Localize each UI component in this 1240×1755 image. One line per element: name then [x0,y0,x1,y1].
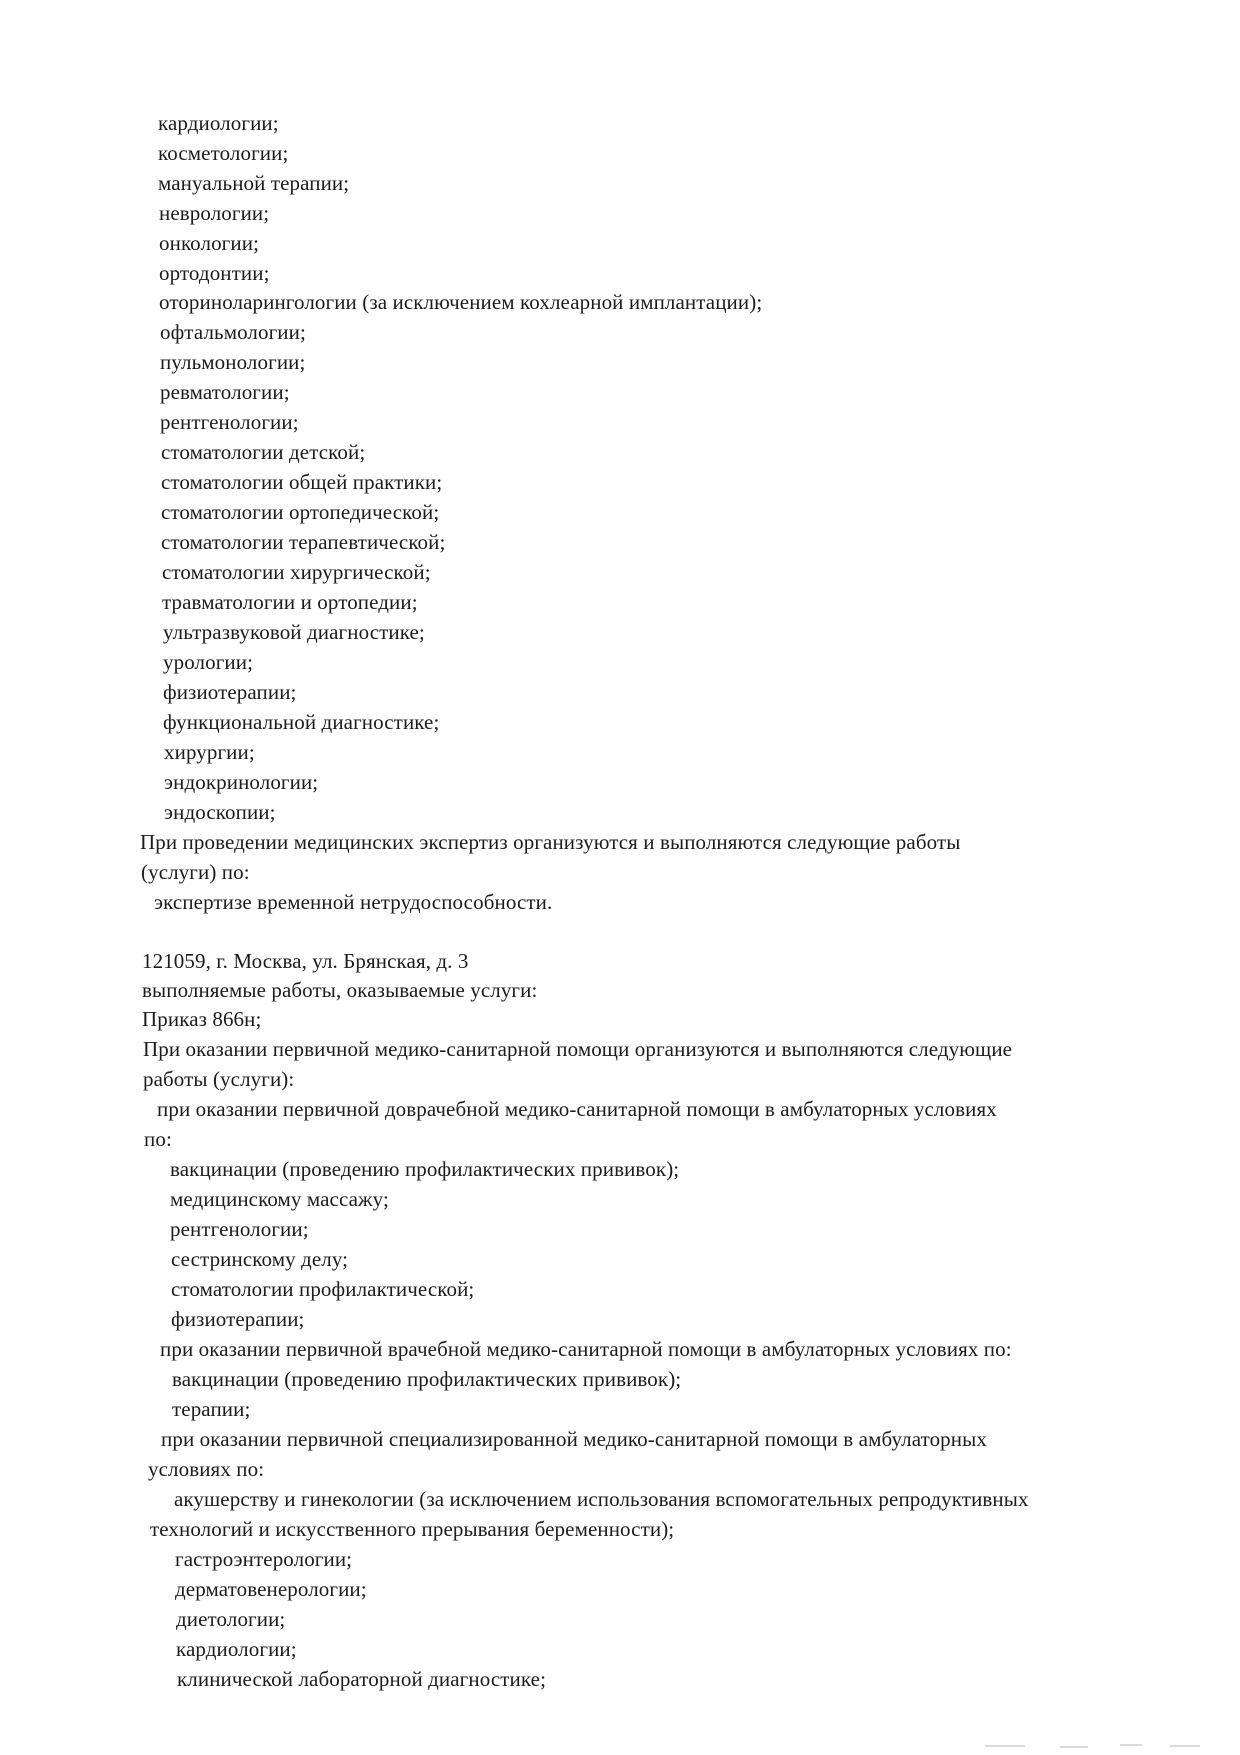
list-item: диетологии; [176,1607,286,1631]
list-item: стоматологии ортопедической; [161,500,440,524]
prehospital-line2: по: [144,1127,172,1151]
scan-artifact [985,1745,1025,1747]
list-item: клинической лабораторной диагностике; [177,1667,547,1691]
specialized-care-line1: при оказании первичной специализированной медико-санитарной помощи в амбулаторных [161,1427,987,1451]
list-item: ортодонтии; [159,261,270,285]
list-item: ревматологии; [160,380,290,404]
order-reference: Приказ 866н; [142,1007,262,1031]
list-item: стоматологии хирургической; [162,560,431,584]
scan-artifact [1060,1746,1088,1748]
list-item: травматологии и ортопедии; [162,590,418,614]
list-item-continuation: технологий и искусственного прерывания беременности); [150,1517,675,1541]
prehospital-line1: при оказании первичной доврачебной медико-санитарной помощи в амбулаторных условиях [157,1097,997,1121]
address: 121059, г. Москва, ул. Брянская, д. 3 [142,949,469,973]
scan-artifact [1120,1744,1142,1746]
list-item: стоматологии общей практики; [161,470,443,494]
list-item: вакцинации (проведению профилактических прививок); [170,1157,680,1181]
list-item: рентгенологии; [160,410,299,434]
list-item: эндокринологии; [164,770,319,794]
specialized-care-line2: условиях по: [148,1457,265,1481]
list-item: хирургии; [164,740,255,764]
list-item: урологии; [163,650,254,674]
list-item: кардиологии; [176,1637,297,1661]
list-item: рентгенологии; [170,1217,309,1241]
list-item: сестринскому делу; [171,1247,349,1271]
list-item: гастроэнтерологии; [175,1547,353,1571]
scan-artifact [1170,1745,1200,1747]
list-item: стоматологии терапевтической; [161,530,446,554]
expertise-item: экспертизе временной нетрудоспособности. [154,890,553,914]
list-item: кардиологии; [158,111,279,135]
list-item: вакцинации (проведению профилактических прививок); [172,1367,682,1391]
list-item: эндоскопии; [164,800,276,824]
list-item: стоматологии детской; [161,440,366,464]
list-item: терапии; [172,1397,251,1421]
list-item: физиотерапии; [171,1307,305,1331]
list-item: онкологии; [159,231,260,255]
primary-care-line2: работы (услуги): [143,1067,295,1091]
list-item: функциональной диагностике; [163,710,440,734]
list-item: мануальной терапии; [158,171,350,195]
list-item: офтальмологии; [160,320,306,344]
doctor-care-line: при оказании первичной врачебной медико-санитарной помощи в амбулаторных условиях по: [160,1337,1012,1361]
primary-care-line1: При оказании первичной медико-санитарной помощи организуются и выполняются следующие [143,1037,1013,1061]
list-item: медицинскому массажу; [170,1187,389,1211]
list-item: стоматологии профилактической; [171,1277,475,1301]
expertise-heading-line2: (услуги) по: [141,860,250,884]
list-item: дерматовенерологии; [175,1577,367,1601]
list-item: ультразвуковой диагностике; [163,620,425,644]
list-item: косметологии; [158,141,289,165]
list-item: оториноларингологии (за исключением кохлеарной имплантации); [159,290,763,314]
list-item: физиотерапии; [163,680,297,704]
list-item: акушерству и гинекологии (за исключением использования вспомогательных репродуктивных [174,1487,1029,1511]
expertise-heading-line1: При проведении медицинских экспертиз организуются и выполняются следующие работы [140,830,961,854]
list-item: неврологии; [159,201,270,225]
list-item: пульмонологии; [160,350,306,374]
works-label: выполняемые работы, оказываемые услуги: [142,978,538,1002]
